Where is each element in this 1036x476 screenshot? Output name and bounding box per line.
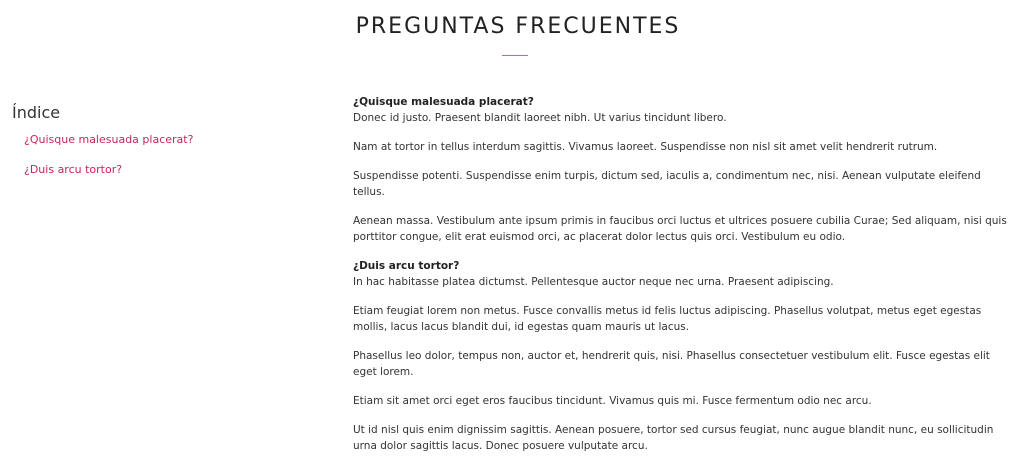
faq-paragraph: Phasellus leo dolor, tempus non, auctor et, hendrerit quis, nisi. Phasellus consectetuer vestibulum elit. Fusce egestas elit eget lorem. (353, 350, 990, 378)
sidebar-index (12, 103, 312, 192)
sidebar-link-duis[interactable]: ¿Duis arcu tortor? (24, 163, 123, 176)
faq-paragraph: Etiam feugiat lorem non metus. Fusce convallis metus id felis luctus adipiscing. Phasellus volutpat, metus eget egestas mollis, lacus lacus blandit dui, id egestas quam mauris ut lacus. (353, 305, 982, 333)
faq-paragraph: Ut id nisl quis enim dignissim sagittis. Aenean posuere, tortor sed cursus feugiat, nunc augue blandit nunc, eu sollicitudin urna dolor sagittis lacus. Donec posuere vulputate arcu. (353, 424, 994, 452)
faq-paragraph: Suspendisse potenti. Suspendisse enim turpis, dictum sed, iaculis a, condimentum nec, nisi. Aenean vulputate eleifend tellus. (353, 170, 981, 198)
sidebar-item (24, 162, 312, 178)
page-title: PREGUNTAS FRECUENTES (355, 14, 681, 39)
faq-paragraph: Etiam sit amet orci eget eros faucibus tincidunt. Vivamus quis mi. Fusce fermentum odio nec arcu. (353, 395, 872, 407)
faq-question: ¿Quisque malesuada placerat? (353, 96, 534, 108)
sidebar-heading: Índice (12, 103, 61, 122)
sidebar-item (24, 132, 312, 148)
faq-paragraph: Donec id justo. Praesent blandit laoreet nibh. Ut varius tincidunt libero. (353, 112, 727, 124)
faq-section (353, 94, 1015, 245)
faq-paragraph: Nam at tortor in tellus interdum sagittis. Vivamus laoreet. Suspendisse non nisl sit amet velit hendrerit rutrum. (353, 141, 938, 153)
faq-paragraph: In hac habitasse platea dictumst. Pellentesque auctor neque nec urna. Praesent adipiscing. (353, 276, 834, 288)
sidebar-list (12, 132, 312, 178)
faq-paragraph: Aenean massa. Vestibulum ante ipsum primis in faucibus orci luctus et ultrices posuere cubilia Curae; Sed aliquam, nisi quis porttitor congue, elit erat euismod orci, ac placerat dolor lectus quis orci. Vestibulum eu odio. (353, 215, 1007, 243)
faq-question: ¿Duis arcu tortor? (353, 260, 460, 272)
sidebar-link-quisque[interactable]: ¿Quisque malesuada placerat? (24, 133, 194, 146)
title-divider (502, 55, 528, 56)
faq-content (353, 94, 1015, 467)
faq-section (353, 258, 1015, 454)
